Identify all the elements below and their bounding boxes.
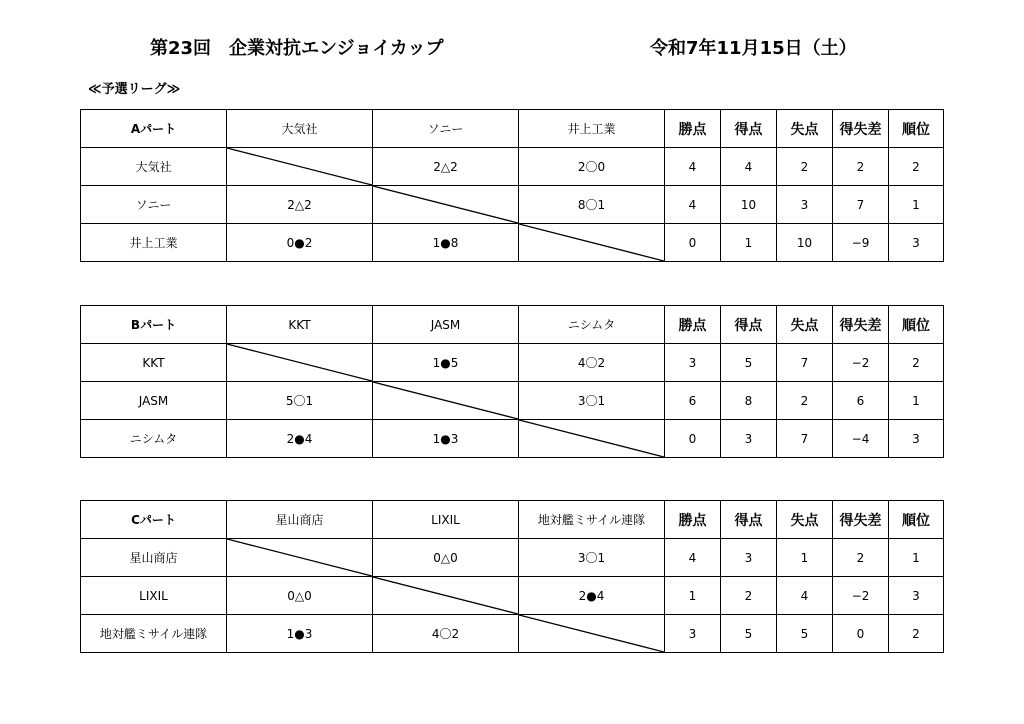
match-result: 1●5 <box>373 344 519 382</box>
team-column-header: 井上工業 <box>519 110 665 148</box>
table-row <box>81 420 944 458</box>
diagonal-empty-cell <box>519 615 665 653</box>
stat-value: 1 <box>665 577 721 615</box>
page-title: 第23回 企業対抗エンジョイカップ <box>150 38 444 59</box>
stat-value: 7 <box>777 420 833 458</box>
stat-column-header: 順位 <box>889 306 944 344</box>
stat-column-header: 失点 <box>777 501 833 539</box>
diagonal-empty-cell <box>373 382 519 420</box>
row-team-name: 大気社 <box>81 148 227 186</box>
stat-value: −2 <box>833 577 889 615</box>
stat-value: −2 <box>833 344 889 382</box>
stat-value: 4 <box>665 539 721 577</box>
match-result: 4〇2 <box>519 344 665 382</box>
stat-value: 0 <box>665 420 721 458</box>
stat-value: 3 <box>665 344 721 382</box>
match-result: 2△2 <box>227 186 373 224</box>
section-subtitle: ≪予選リーグ≫ <box>88 82 181 97</box>
diagonal-line <box>373 186 518 223</box>
table-row <box>81 224 944 262</box>
stat-value: −9 <box>833 224 889 262</box>
team-column-header: KKT <box>227 306 373 344</box>
stat-value: 5 <box>721 615 777 653</box>
league-table-a <box>80 109 944 262</box>
diagonal-line <box>227 148 372 185</box>
stat-value: 6 <box>833 382 889 420</box>
stat-value: 2 <box>889 344 944 382</box>
stat-value: 0 <box>665 224 721 262</box>
row-team-name: JASM <box>81 382 227 420</box>
stat-value: 1 <box>889 539 944 577</box>
diagonal-empty-cell <box>227 344 373 382</box>
event-date: 令和7年11月15日（土） <box>650 38 857 59</box>
team-column-header: 星山商店 <box>227 501 373 539</box>
stat-value: 7 <box>833 186 889 224</box>
stat-column-header: 得点 <box>721 501 777 539</box>
stat-value: 3 <box>665 615 721 653</box>
stat-value: 2 <box>889 615 944 653</box>
stat-value: 10 <box>777 224 833 262</box>
match-result: 0△0 <box>227 577 373 615</box>
row-team-name: 井上工業 <box>81 224 227 262</box>
diagonal-line <box>519 615 664 652</box>
stat-column-header: 順位 <box>889 501 944 539</box>
league-table-b <box>80 305 944 458</box>
row-team-name: ソニー <box>81 186 227 224</box>
part-label: Cパート <box>81 501 227 539</box>
match-result: 0●2 <box>227 224 373 262</box>
row-team-name: LIXIL <box>81 577 227 615</box>
match-result: 2〇0 <box>519 148 665 186</box>
stat-value: 2 <box>889 148 944 186</box>
stat-value: 5 <box>721 344 777 382</box>
table-row <box>81 577 944 615</box>
stat-value: 2 <box>777 382 833 420</box>
table-row <box>81 186 944 224</box>
stat-column-header: 得点 <box>721 110 777 148</box>
diagonal-line <box>519 224 664 261</box>
stat-value: 8 <box>721 382 777 420</box>
match-result: 4〇2 <box>373 615 519 653</box>
diagonal-empty-cell <box>519 420 665 458</box>
table-row <box>81 148 944 186</box>
diagonal-line <box>227 539 372 576</box>
stat-column-header: 順位 <box>889 110 944 148</box>
stat-column-header: 勝点 <box>665 110 721 148</box>
diagonal-empty-cell <box>519 224 665 262</box>
match-result: 0△0 <box>373 539 519 577</box>
diagonal-line <box>373 382 518 419</box>
stat-value: −4 <box>833 420 889 458</box>
stat-value: 2 <box>833 539 889 577</box>
row-team-name: KKT <box>81 344 227 382</box>
row-team-name: ニシムタ <box>81 420 227 458</box>
stat-value: 10 <box>721 186 777 224</box>
row-team-name: 星山商店 <box>81 539 227 577</box>
stat-value: 2 <box>833 148 889 186</box>
team-column-header: 地対艦ミサイル連隊 <box>519 501 665 539</box>
match-result: 2●4 <box>227 420 373 458</box>
stat-value: 3 <box>889 577 944 615</box>
stat-value: 4 <box>665 186 721 224</box>
stat-column-header: 勝点 <box>665 501 721 539</box>
stat-value: 1 <box>777 539 833 577</box>
match-result: 1●3 <box>373 420 519 458</box>
stat-value: 1 <box>889 186 944 224</box>
stat-column-header: 失点 <box>777 306 833 344</box>
stat-column-header: 得失差 <box>833 110 889 148</box>
match-result: 3〇1 <box>519 382 665 420</box>
stat-column-header: 得失差 <box>833 501 889 539</box>
stat-column-header: 勝点 <box>665 306 721 344</box>
stat-column-header: 得点 <box>721 306 777 344</box>
league-table-c <box>80 500 944 653</box>
stat-value: 3 <box>889 420 944 458</box>
team-column-header: ニシムタ <box>519 306 665 344</box>
table-header-row <box>81 501 944 539</box>
diagonal-empty-cell <box>227 539 373 577</box>
part-label: Aパート <box>81 110 227 148</box>
stat-column-header: 得失差 <box>833 306 889 344</box>
team-column-header: LIXIL <box>373 501 519 539</box>
stat-value: 3 <box>777 186 833 224</box>
table-row <box>81 344 944 382</box>
stat-value: 3 <box>721 539 777 577</box>
diagonal-empty-cell <box>227 148 373 186</box>
match-result: 2△2 <box>373 148 519 186</box>
stat-value: 3 <box>889 224 944 262</box>
table-row <box>81 615 944 653</box>
team-column-header: JASM <box>373 306 519 344</box>
table-header-row <box>81 110 944 148</box>
stat-value: 1 <box>889 382 944 420</box>
diagonal-empty-cell <box>373 577 519 615</box>
stat-value: 1 <box>721 224 777 262</box>
stat-value: 2 <box>777 148 833 186</box>
stat-value: 2 <box>721 577 777 615</box>
part-label: Bパート <box>81 306 227 344</box>
stat-value: 7 <box>777 344 833 382</box>
stat-value: 4 <box>665 148 721 186</box>
match-result: 1●3 <box>227 615 373 653</box>
table-row <box>81 539 944 577</box>
diagonal-empty-cell <box>373 186 519 224</box>
stat-value: 4 <box>721 148 777 186</box>
row-team-name: 地対艦ミサイル連隊 <box>81 615 227 653</box>
stat-value: 6 <box>665 382 721 420</box>
diagonal-line <box>519 420 664 457</box>
match-result: 1●8 <box>373 224 519 262</box>
stat-column-header: 失点 <box>777 110 833 148</box>
match-result: 8〇1 <box>519 186 665 224</box>
match-result: 3〇1 <box>519 539 665 577</box>
table-header-row <box>81 306 944 344</box>
team-column-header: 大気社 <box>227 110 373 148</box>
stat-value: 3 <box>721 420 777 458</box>
match-result: 2●4 <box>519 577 665 615</box>
stat-value: 4 <box>777 577 833 615</box>
table-row <box>81 382 944 420</box>
diagonal-line <box>227 344 372 381</box>
match-result: 5〇1 <box>227 382 373 420</box>
diagonal-line <box>373 577 518 614</box>
stat-value: 5 <box>777 615 833 653</box>
stat-value: 0 <box>833 615 889 653</box>
team-column-header: ソニー <box>373 110 519 148</box>
